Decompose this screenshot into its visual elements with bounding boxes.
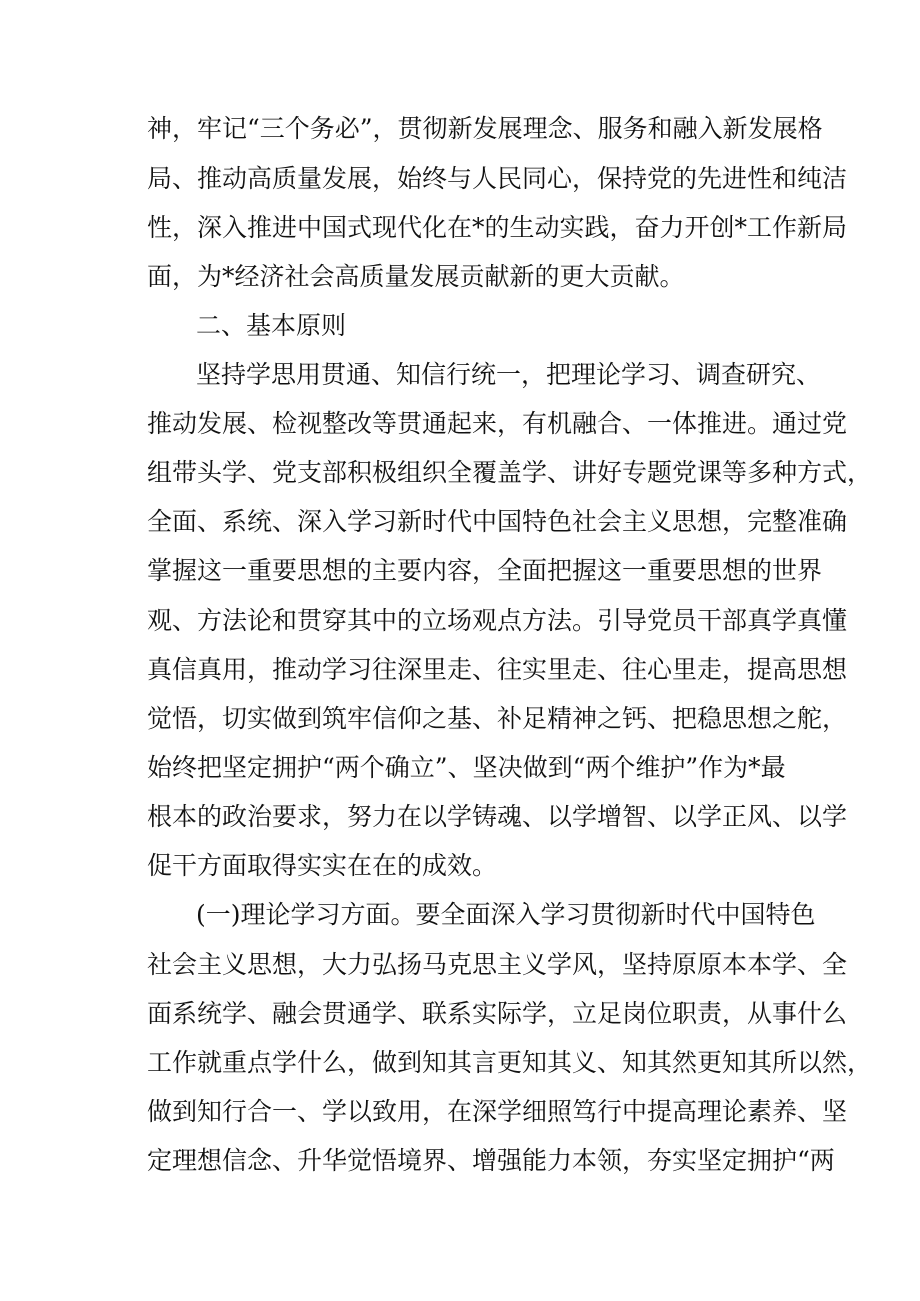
text-line: 根本的政治要求，努力在以学铸魂、以学增智、以学正风、以学 — [147, 802, 848, 831]
text-line: 面，为*经济社会高质量发展贡献新的更大贡献。 — [147, 262, 685, 291]
text-line: 做到知行合一、学以致用，在深学细照笃行中提高理论素养、坚 — [147, 1097, 848, 1126]
text-line: 推动发展、检视整改等贯通起来，有机融合、一体推进。通过党 — [147, 409, 848, 438]
text-line: 坚持学思用贯通、知信行统一，把理论学习、调查研究、 — [196, 360, 822, 389]
text-line: 掌握这一重要思想的主要内容，全面把握这一重要思想的世界 — [147, 556, 823, 585]
text-line: 组带头学、党支部积极组织全覆盖学、讲好专题党课等多种方式， — [147, 458, 873, 487]
text-line: 观、方法论和贯穿其中的立场观点方法。引导党员干部真学真懂 — [147, 606, 848, 635]
text-line: 性，深入推进中国式现代化在*的生动实践，奋力开创*工作新局 — [147, 213, 848, 242]
subsection-line: (一)理论学习方面。要全面深入学习贯彻新时代中国特色 — [196, 900, 816, 929]
text-line: 社会主义思想，大力弘扬马克思主义学风，坚持原原本本学、全 — [147, 950, 848, 979]
text-line: 真信真用，推动学习往深里走、往实里走、往心里走，提高思想 — [147, 655, 848, 684]
text-line: 全面、系统、深入学习新时代中国特色社会主义思想，完整准确 — [147, 507, 848, 536]
text-line: 神，牢记“三个务必”，贯彻新发展理念、服务和融入新发展格 — [147, 114, 823, 143]
text-line: 促干方面取得实实在在的成效。 — [147, 851, 498, 880]
text-line: 局、推动高质量发展，始终与人民同心，保持党的先进性和纯洁 — [147, 164, 848, 193]
text-line: 工作就重点学什么，做到知其言更知其义、知其然更知其所以然， — [147, 1048, 873, 1077]
section-heading: 二、基本原则 — [196, 311, 347, 340]
text-line: 定理想信念、升华觉悟境界、增强能力本领，夯实坚定拥护“两 — [147, 1146, 835, 1175]
text-line: 面系统学、融会贯通学、联系实际学，立足岗位职责，从事什么 — [147, 999, 848, 1028]
text-line: 觉悟，切实做到筑牢信仰之基、补足精神之钙、把稳思想之舵， — [147, 704, 848, 733]
text-line: 始终把坚定拥护“两个确立”、坚决做到“两个维护”作为*最 — [147, 753, 786, 782]
